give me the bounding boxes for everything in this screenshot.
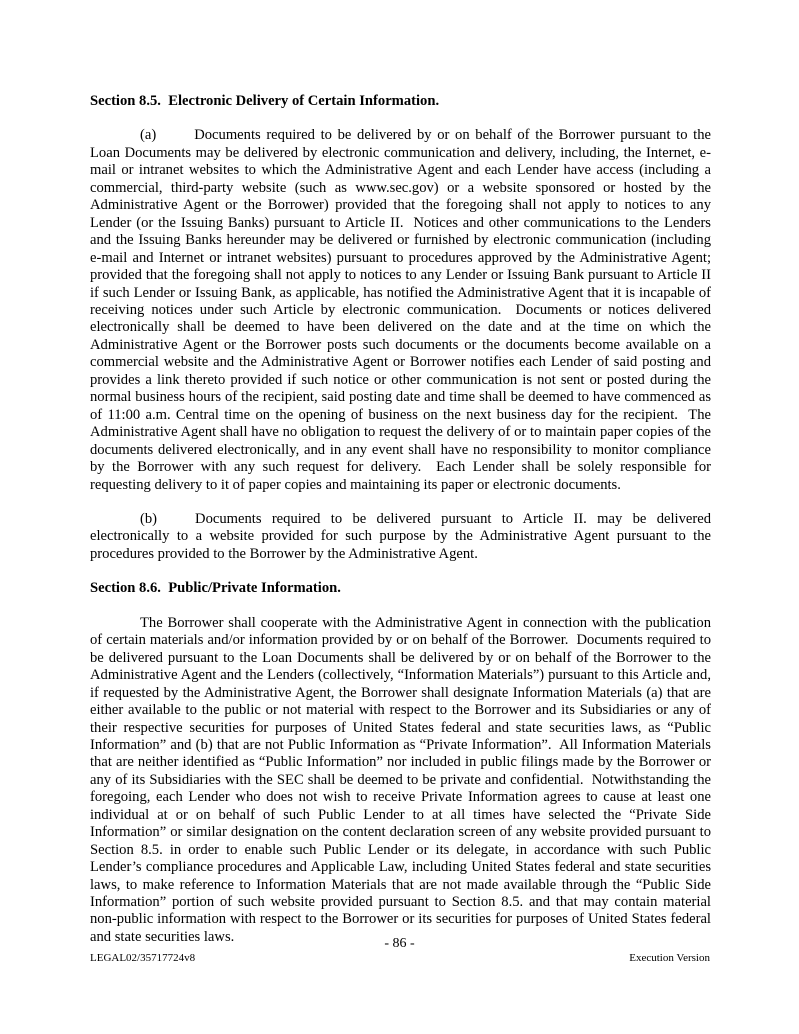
footer-version-label: Execution Version (629, 952, 710, 964)
paragraph-a-label: (a) (140, 127, 157, 144)
paragraph-a-text: Documents required to be delivered by or on behalf of the Borrower pursuant to the Loan Documents may be delivered by electronic communication and delivery, including, the Internet, e-mail or intranet websites to which the Administrative Agent and each Lender have access (including a commercial, third-party website (such as www.sec.gov) or a website sponsored or hosted by the Administrative Agent or the Borrower) provided that the foregoing shall not apply to notices to any Lender (or the Issuing Banks) pursuant to Article II. Notices and other communications to the Lenders and the Issuing Banks hereunder may be delivered or furnished by electronic communication (including e-mail and Internet or intranet websites) pursuant to procedures approved by the Administrative Agent; provided that the foregoing shall not apply to notices to any Lender or Issuing Bank pursuant to Article II if such Lender or Issuing Bank, as applicable, has notified the Administrative Agent that it is incapable of receiving notices under such Article by electronic communication. Documents or notices delivered electronically shall be deemed to have been delivered on the date and at the time on which the Administrative Agent or the Borrower posts such documents or the documents become available on a commercial website and the Administrative Agent or Borrower notifies each Lender of said posting and provides a link thereto provided if such notice or other communication is not sent or posted during the normal business hours of the recipient, said posting date and time shall be deemed to have commenced as of 11:00 a.m. Central time on the opening of business on the next business day for the recipient. The Administrative Agent shall have no obligation to request the delivery of or to maintain paper copies of the documents delivered electronically, and in any event shall have no responsibility to monitor compliance by the Borrower with any such request for delivery. Each Lender shall be solely responsible for requesting delivery to it of paper copies and maintaining its paper or electronic documents. (90, 127, 711, 493)
section-8-6-heading: Section 8.6. Public/Private Information. (90, 580, 341, 597)
footer (90, 952, 710, 965)
footer-document-id: LEGAL02/35717724v8 (90, 952, 196, 964)
footer-page-number: - 86 - (384, 936, 415, 951)
section-8-5-paragraph-a (90, 127, 711, 494)
section-8-6-paragraph-text: The Borrower shall cooperate with the Administrative Agent in connection with the publication of certain materials and/or information provided by or on behalf of the Borrower. Documents required to be delivered pursuant to the Loan Documents shall be delivered by or on behalf of the Borrower to the Administrative Agent and the Lenders (collectively, “Information Materials”) pursuant to this Article and, if requested by the Administrative Agent, the Borrower shall designate Information Materials (a) that are either available to the public or not material with respect to the Borrower and its Subsidiaries or any of their respective securities for purposes of United States federal and state securities laws, as “Public Information” and (b) that are not Public Information as “Private Information”. All Information Materials that are neither identified as “Public Information” nor included in public filings made by the Borrower or any of its Subsidiaries with the SEC shall be deemed to be private and confidential. Notwithstanding the foregoing, each Lender who does not wish to receive Private Information agrees to cause at least one individual at or on behalf of such Public Lender to at all times have selected the “Private Side Information” or similar designation on the content declaration screen of any website provided pursuant to Section 8.5. in order to enable such Public Lender or its delegate, in accordance with such Public Lender’s compliance procedures and Applicable Law, including United States federal and state securities laws, to make reference to Information Materials that are not made available through the “Public Side Information” portion of such website provided pursuant to Section 8.5. and that may contain material non-public information with respect to the Borrower or its securities for purposes of United States federal and state securities laws. (90, 614, 711, 945)
section-8-6-paragraph (90, 615, 711, 947)
section-8-5-paragraph-b (90, 511, 711, 563)
paragraph-b-label: (b) (140, 510, 158, 527)
paragraph-b-text: Documents required to be delivered pursuant to Article II. may be delivered electronically to a website provided for such purpose by the Administrative Agent pursuant to the procedures provided to the Borrower by the Administrative Agent. (90, 510, 711, 562)
document-content (90, 93, 711, 963)
section-8-5-heading: Section 8.5. Electronic Delivery of Certain Information. (90, 93, 440, 109)
